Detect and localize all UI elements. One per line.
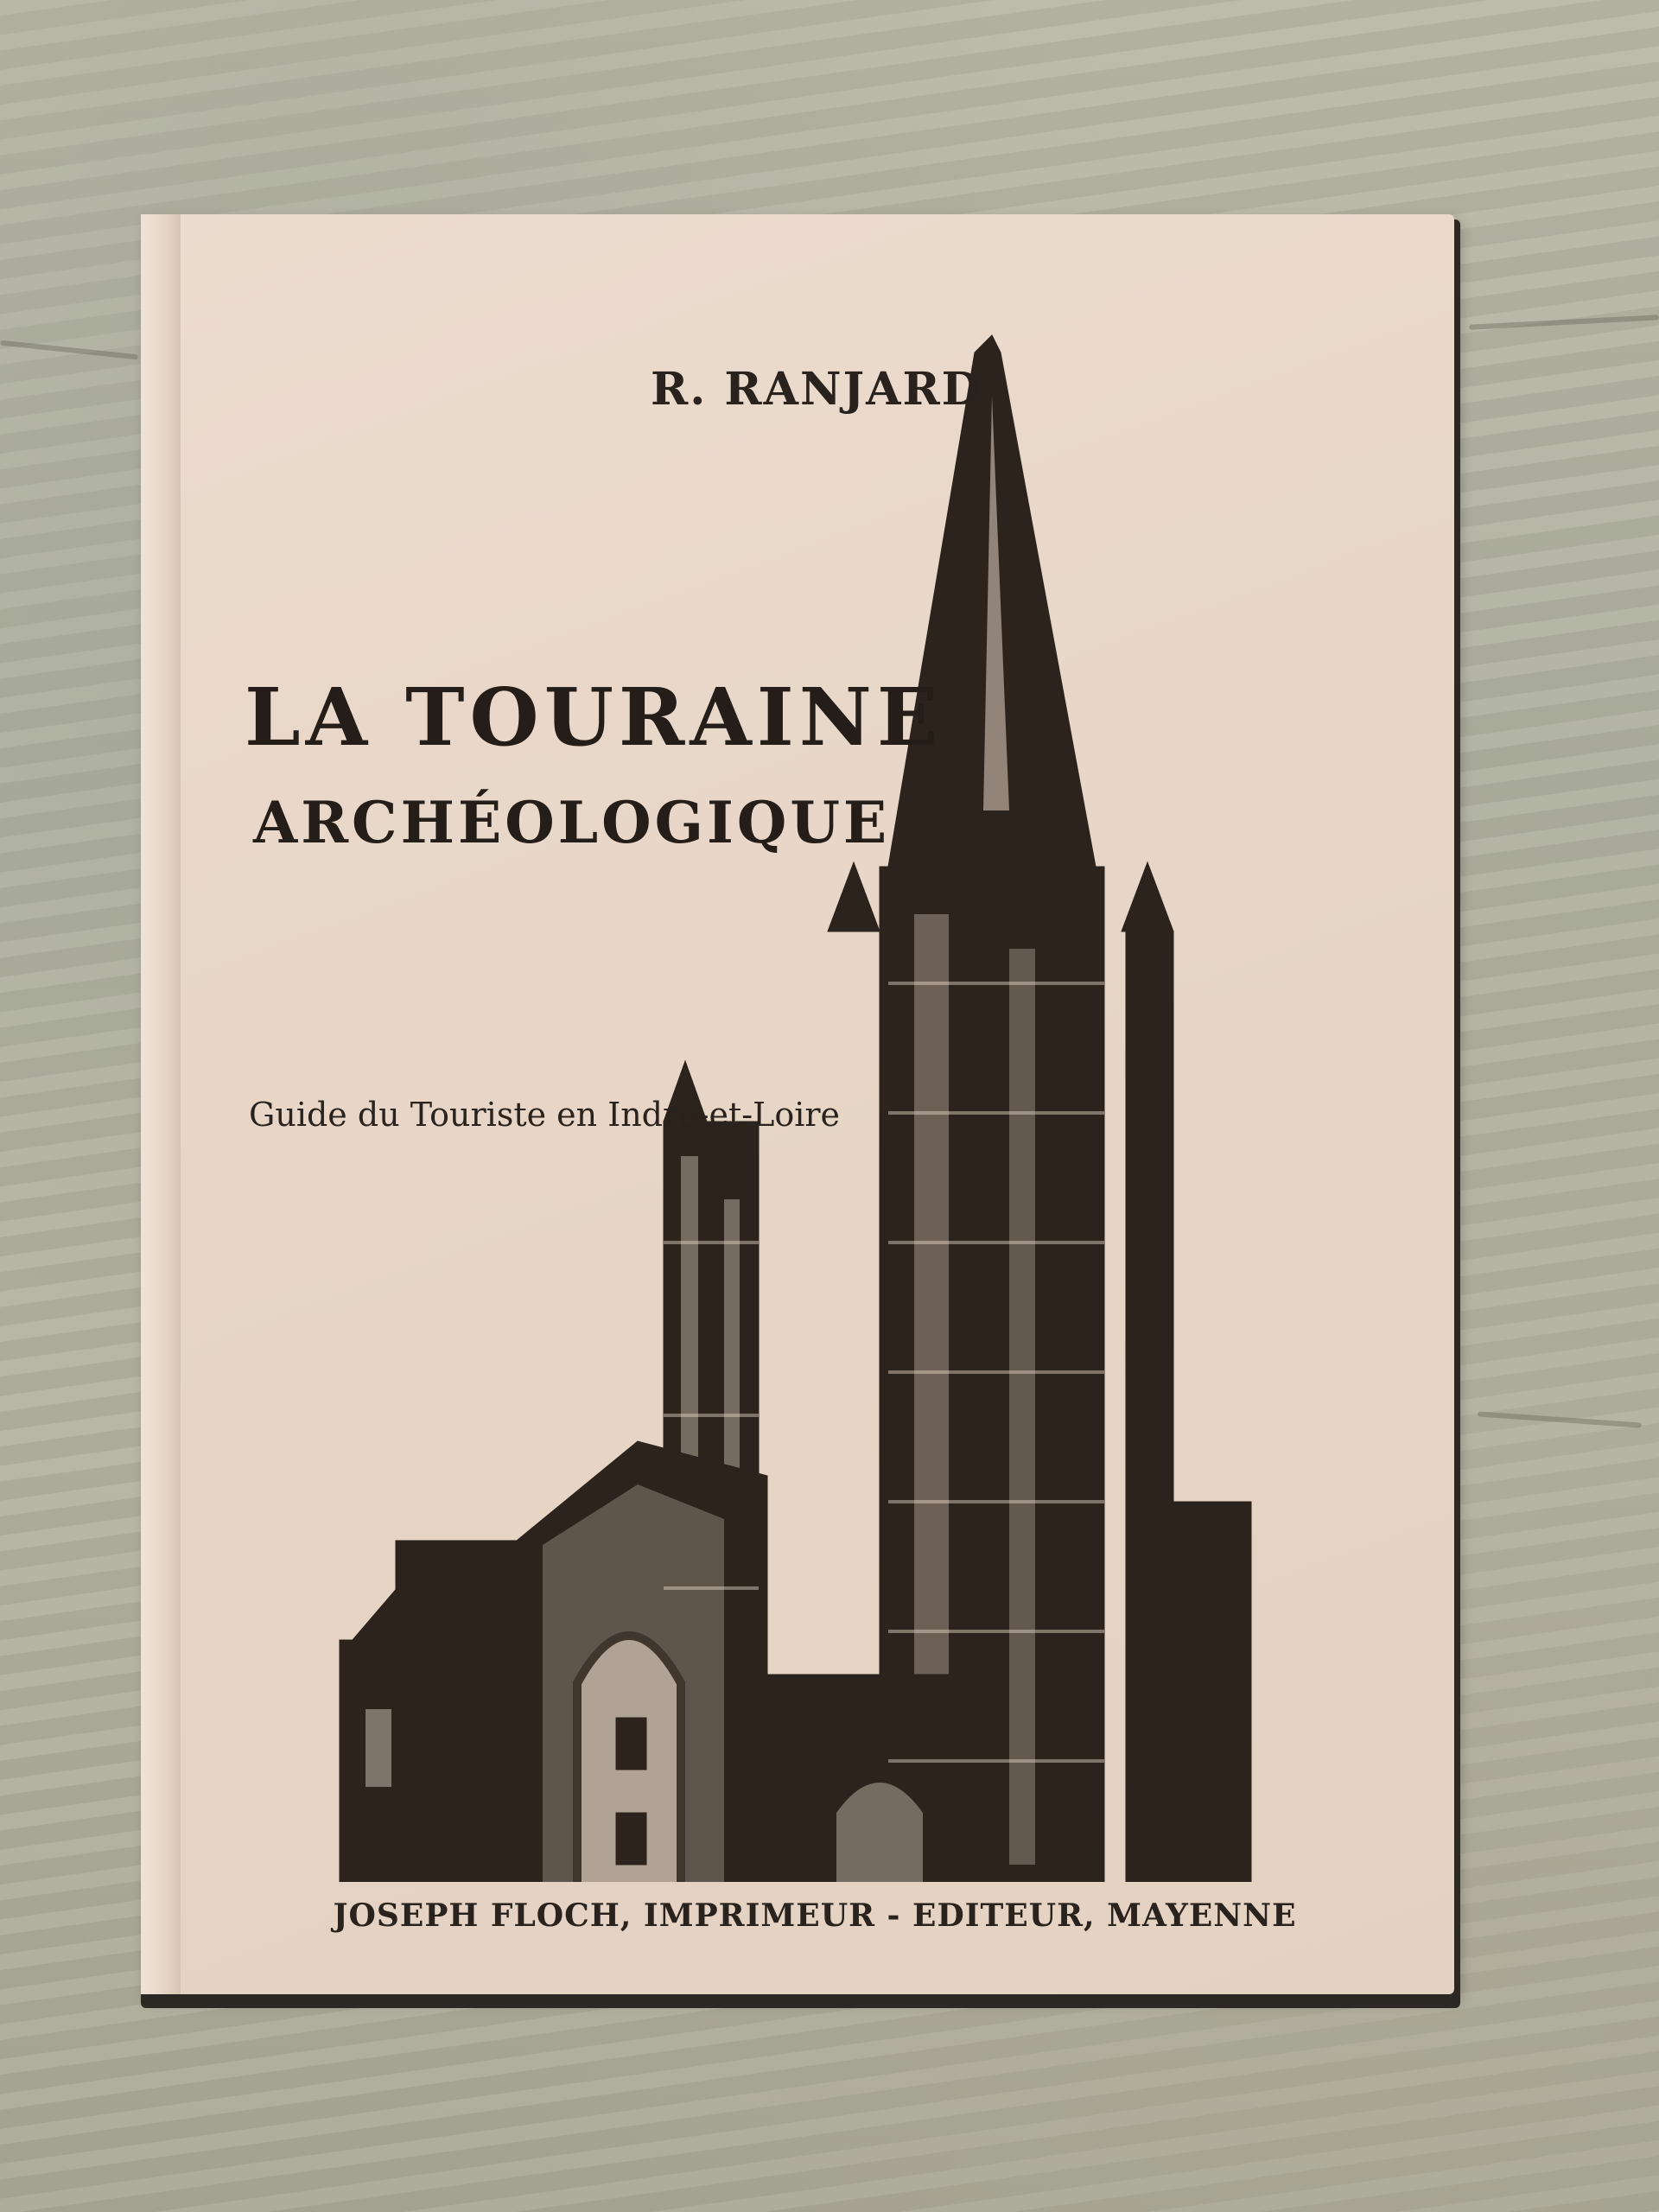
stone-crack	[1478, 1411, 1642, 1427]
pinnacle-right	[1122, 862, 1173, 931]
publisher-line: JOSEPH FLOCH, IMPRIMEUR - EDITEUR, MAYENNE	[333, 1897, 1297, 1934]
church-illustration	[318, 292, 1329, 1882]
spine-fold	[141, 214, 181, 1994]
side-chapel	[340, 1640, 469, 1882]
stone-crack	[0, 340, 138, 360]
book-cover	[141, 214, 1454, 1994]
pinnacle-left	[828, 862, 880, 931]
author-name: R. RANJARD	[651, 363, 982, 416]
stone-crack	[1469, 315, 1659, 330]
book-title-line2: ARCHÉOLOGIQUE	[253, 789, 891, 856]
book-subtitle: Guide du Touriste en Indre-et-Loire	[249, 1096, 841, 1134]
book-title: LA TOURAINE	[245, 671, 944, 764]
book	[141, 214, 1460, 2003]
